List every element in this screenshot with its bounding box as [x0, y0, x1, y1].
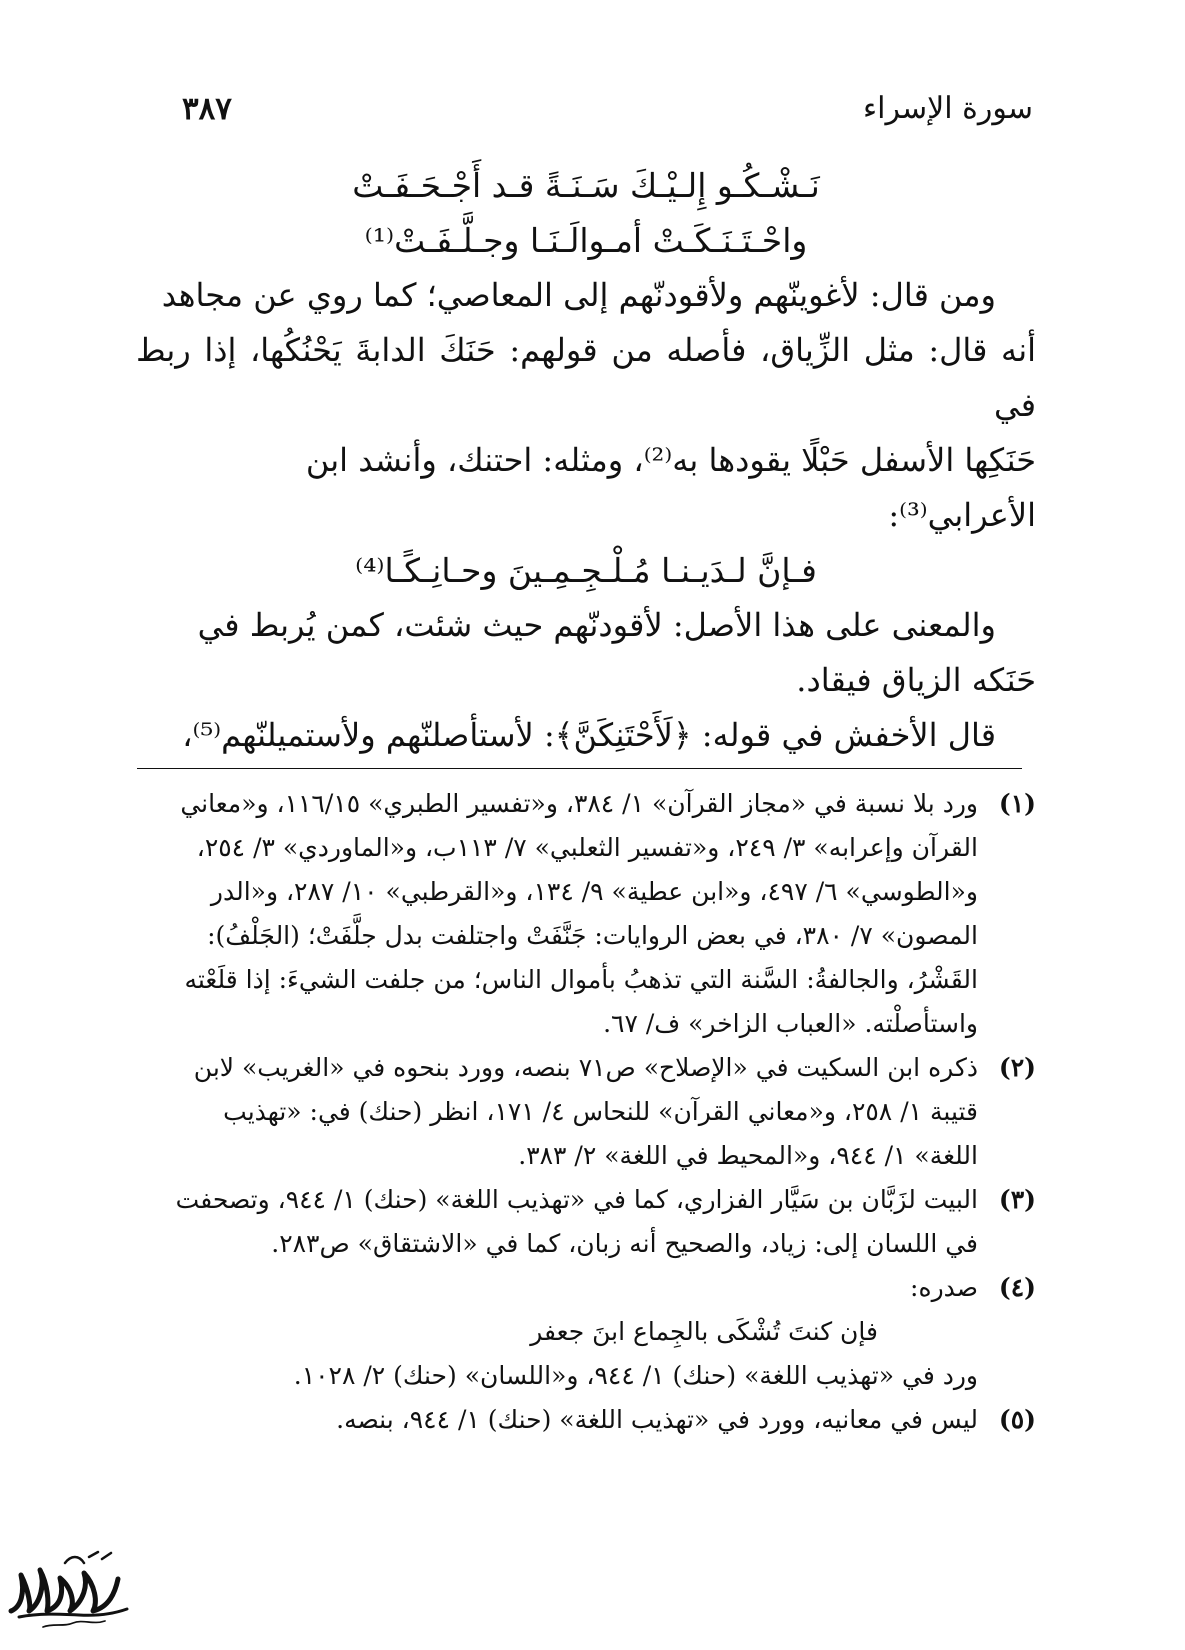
footnote-number: (٤) [998, 1273, 1036, 1302]
paragraph-line: قال الأخفش في قوله: ﴿لَأَحْتَنِكَنَّ﴾: لأستأصلنّهم ولأستميلنّهم⁽⁵⁾، [182, 716, 996, 754]
footnote-number: (١) [998, 789, 1036, 818]
footnote-3 [136, 1178, 1036, 1266]
stamp-calligraphy-main [11, 1570, 118, 1611]
paragraph-line: الأعرابي⁽³⁾: [888, 496, 1036, 534]
footnote-line: المصون» ٧/ ٣٨٠، في بعض الروايات: جَنَّفَتْ واجتلفت بدل جلَّفَتْ؛ (الجَلْفُ): [207, 921, 978, 950]
footnote-line: البيت لزَبَّان بن سَيَّار الفزاري، كما في «تهذيب اللغة» (حنك) ١/ ٩٤٤، وتصحفت [175, 1185, 978, 1214]
footnote-line: القرآن وإعرابه» ٣/ ٢٤٩، و«تفسير الثعلبي» ٧/ ١١٣ب، و«الماوردي» ٣/ ٢٥٤، [196, 833, 978, 862]
footnote-1 [136, 782, 1036, 1046]
footnote-line: ورد في «تهذيب اللغة» (حنك) ١/ ٩٤٤، و«اللسان» (حنك) ٢/ ١٠٢٨. [293, 1361, 978, 1390]
paragraph-line: أنه قال: مثل الزِّياق، فأصله من قولهم: حَنَكَ الدابةَ يَحْنُكُها، إذا ربط في [136, 331, 1036, 424]
footnote-4 [136, 1266, 1036, 1310]
paragraph-line: حَنَكه الزياق فيقاد. [796, 661, 1036, 699]
footnote-line: واستأصلْته. «العباب الزاخر» ف/ ٦٧. [603, 1009, 978, 1038]
footnote-2 [136, 1046, 1036, 1178]
footnote-number: (٣) [998, 1185, 1036, 1214]
page-number: ٣٨٧ [182, 91, 232, 127]
footnote-line: في اللسان إلى: زياد، والصحيح أنه زبان، كما في «الاشتقاق» ص٢٨٣. [271, 1229, 978, 1258]
verse-line: واحْـتَـنَـكَـتْ أمـوالَـنَـا وجـلَّـفَـتْ⁽¹⁾ [364, 221, 808, 260]
footnote-line: قتيبة ١/ ٢٥٨، و«معاني القرآن» للنحاس ٤/ ١٧١، انظر (حنك) في: «تهذيب [223, 1097, 978, 1126]
footnote-line: القَشْرُ، والجالفةُ: السَّنة التي تذهبُ بأموال الناس؛ من جلفت الشيءَ: إذا قلَعْته [184, 965, 978, 994]
library-stamp-logo [1, 1545, 139, 1635]
verse-line: نَـشْـكُـو إِلـيْـكَ سَـنَـةً قـد أَجْـحَـفَـتْ [352, 166, 820, 205]
paragraph-line: والمعنى على هذا الأصل: لأقودنّهم حيث شئت، كمن يُربط في [197, 606, 996, 644]
verse-line: فـإنَّ لـدَيـنـا مُـلْـجِـمِـينَ وحـانِـكًـا⁽⁴⁾ [355, 551, 817, 590]
footnote-line: ورد بلا نسبة في «مجاز القرآن» ١/ ٣٨٤، و«تفسير الطبري» ١١٦/١٥، و«معاني [180, 789, 978, 818]
footnote-line: صدره: [910, 1273, 978, 1302]
surah-title: سورة الإسراء [863, 91, 1033, 126]
footnote-divider [137, 768, 1022, 769]
paragraph-line: حَنَكِها الأسفل حَبْلًا يقودها به⁽²⁾، ومثله: احتنك، وأنشد ابن [305, 441, 1036, 479]
verse-quote: فإن كنتَ تُشْكَى بالجِماع ابنَ جعفر [530, 1317, 878, 1346]
footnote-5 [136, 1398, 1036, 1442]
footnote-number: (٥) [998, 1405, 1036, 1434]
footnote-line: اللغة» ١/ ٩٤٤، و«المحيط في اللغة» ٢/ ٣٨٣. [518, 1141, 978, 1170]
footnote-line: ليس في معانيه، وورد في «تهذيب اللغة» (حنك) ١/ ٩٤٤، بنصه. [336, 1405, 978, 1434]
stamp-calligraphy-mark [65, 1552, 111, 1563]
footnote-number: (٢) [998, 1053, 1036, 1082]
footnotes [136, 782, 1036, 1442]
stamp-small-text [43, 1621, 105, 1627]
page-header [182, 84, 1033, 134]
main-text [136, 158, 1036, 763]
footnote-line: ذكره ابن السكيت في «الإصلاح» ص٧١ بنصه، وورد بنحوه في «الغريب» لابن [193, 1053, 978, 1082]
footnote-line: و«الطوسي» ٦/ ٤٩٧، و«ابن عطية» ٩/ ١٣٤، و«القرطبي» ١٠/ ٢٨٧، و«الدر [210, 877, 978, 906]
paragraph-line: ومن قال: لأغوينّهم ولأقودنّهم إلى المعاصي؛ كما روي عن مجاهد [161, 276, 996, 314]
